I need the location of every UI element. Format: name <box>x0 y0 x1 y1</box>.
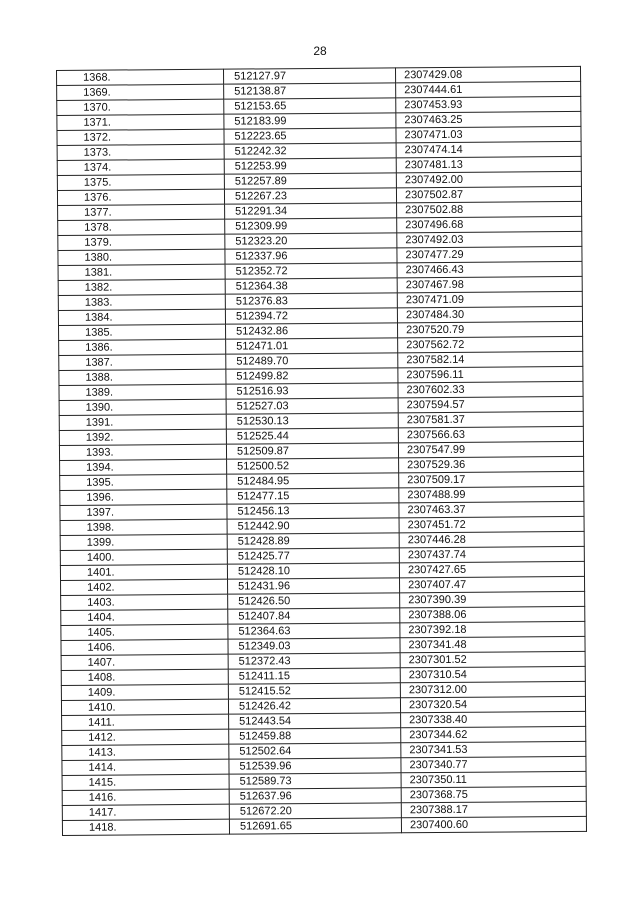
y-coordinate-cell: 2307562.72 <box>398 336 583 352</box>
y-coordinate-cell: 2307594.57 <box>398 396 583 412</box>
y-coordinate-cell: 2307502.87 <box>396 186 581 202</box>
y-coordinate-cell: 2307338.40 <box>401 711 586 727</box>
x-coordinate-cell: 512691.65 <box>229 818 401 834</box>
y-coordinate-cell: 2307407.47 <box>399 576 584 592</box>
point-number-cell: 1385. <box>59 324 226 340</box>
x-coordinate-cell: 512443.54 <box>229 713 401 729</box>
y-coordinate-cell: 2307467.98 <box>397 276 582 292</box>
point-number-cell: 1416. <box>62 789 229 805</box>
y-coordinate-cell: 2307566.63 <box>398 426 583 442</box>
y-coordinate-cell: 2307444.61 <box>396 81 581 97</box>
y-coordinate-cell: 2307341.53 <box>401 741 586 757</box>
page-number: 28 <box>313 44 327 58</box>
x-coordinate-cell: 512530.13 <box>226 413 398 429</box>
point-number-cell: 1391. <box>59 414 226 430</box>
y-coordinate-cell: 2307596.11 <box>398 366 583 382</box>
x-coordinate-cell: 512407.84 <box>228 608 400 624</box>
y-coordinate-cell: 2307466.43 <box>397 261 582 277</box>
x-coordinate-cell: 512489.70 <box>226 353 398 369</box>
point-number-cell: 1371. <box>57 114 224 130</box>
coordinates-table-body <box>57 66 587 835</box>
y-coordinate-cell: 2307471.09 <box>397 291 582 307</box>
point-number-cell: 1395. <box>60 474 227 490</box>
point-number-cell: 1393. <box>59 444 226 460</box>
point-number-cell: 1417. <box>62 804 229 820</box>
y-coordinate-cell: 2307341.48 <box>400 636 585 652</box>
x-coordinate-cell: 512527.03 <box>226 398 398 414</box>
y-coordinate-cell: 2307390.39 <box>400 591 585 607</box>
x-coordinate-cell: 512477.15 <box>227 488 399 504</box>
point-number-cell: 1376. <box>57 189 224 205</box>
y-coordinate-cell: 2307453.93 <box>396 96 581 112</box>
x-coordinate-cell: 512432.86 <box>226 323 398 339</box>
x-coordinate-cell: 512509.87 <box>226 443 398 459</box>
point-number-cell: 1399. <box>60 534 227 550</box>
y-coordinate-cell: 2307392.18 <box>400 621 585 637</box>
y-coordinate-cell: 2307481.13 <box>396 156 581 172</box>
y-coordinate-cell: 2307429.08 <box>395 66 580 82</box>
y-coordinate-cell: 2307529.36 <box>399 456 584 472</box>
x-coordinate-cell: 512309.99 <box>225 218 397 234</box>
y-coordinate-cell: 2307492.03 <box>397 231 582 247</box>
point-number-cell: 1410. <box>61 699 228 715</box>
x-coordinate-cell: 512415.52 <box>228 683 400 699</box>
y-coordinate-cell: 2307388.06 <box>400 606 585 622</box>
point-number-cell: 1372. <box>57 129 224 145</box>
y-coordinate-cell: 2307451.72 <box>399 516 584 532</box>
x-coordinate-cell: 512589.73 <box>229 773 401 789</box>
point-number-cell: 1397. <box>60 504 227 520</box>
x-coordinate-cell: 512484.95 <box>227 473 399 489</box>
x-coordinate-cell: 512349.03 <box>228 638 400 654</box>
x-coordinate-cell: 512431.96 <box>228 578 400 594</box>
y-coordinate-cell: 2307509.17 <box>399 471 584 487</box>
x-coordinate-cell: 512428.10 <box>227 563 399 579</box>
x-coordinate-cell: 512376.83 <box>225 293 397 309</box>
y-coordinate-cell: 2307602.33 <box>398 381 583 397</box>
point-number-cell: 1411. <box>62 714 229 730</box>
point-number-cell: 1398. <box>60 519 227 535</box>
y-coordinate-cell: 2307388.17 <box>401 801 586 817</box>
point-number-cell: 1380. <box>58 249 225 265</box>
x-coordinate-cell: 512153.65 <box>224 98 396 114</box>
y-coordinate-cell: 2307520.79 <box>397 321 582 337</box>
x-coordinate-cell: 512364.63 <box>228 623 400 639</box>
y-coordinate-cell: 2307484.30 <box>397 306 582 322</box>
point-number-cell: 1378. <box>58 219 225 235</box>
point-number-cell: 1374. <box>57 159 224 175</box>
x-coordinate-cell: 512242.32 <box>224 143 396 159</box>
point-number-cell: 1387. <box>59 354 226 370</box>
y-coordinate-cell: 2307492.00 <box>396 171 581 187</box>
x-coordinate-cell: 512539.96 <box>229 758 401 774</box>
point-number-cell: 1368. <box>57 69 224 85</box>
point-number-cell: 1386. <box>59 339 226 355</box>
x-coordinate-cell: 512267.23 <box>224 188 396 204</box>
x-coordinate-cell: 512502.64 <box>229 743 401 759</box>
y-coordinate-cell: 2307312.00 <box>400 681 585 697</box>
point-number-cell: 1418. <box>62 819 229 835</box>
x-coordinate-cell: 512183.99 <box>224 113 396 129</box>
y-coordinate-cell: 2307427.65 <box>399 561 584 577</box>
point-number-cell: 1388. <box>59 369 226 385</box>
point-number-cell: 1409. <box>61 684 228 700</box>
point-number-cell: 1402. <box>61 579 228 595</box>
x-coordinate-cell: 512442.90 <box>227 518 399 534</box>
y-coordinate-cell: 2307400.60 <box>401 816 586 832</box>
x-coordinate-cell: 512364.38 <box>225 278 397 294</box>
y-coordinate-cell: 2307488.99 <box>399 486 584 502</box>
point-number-cell: 1390. <box>59 399 226 415</box>
point-number-cell: 1369. <box>57 84 224 100</box>
x-coordinate-cell: 512428.89 <box>227 533 399 549</box>
point-number-cell: 1412. <box>62 729 229 745</box>
point-number-cell: 1408. <box>61 669 228 685</box>
y-coordinate-cell: 2307446.28 <box>399 531 584 547</box>
x-coordinate-cell: 512426.42 <box>228 698 400 714</box>
y-coordinate-cell: 2307463.37 <box>399 501 584 517</box>
x-coordinate-cell: 512411.15 <box>228 668 400 684</box>
point-number-cell: 1407. <box>61 654 228 670</box>
y-coordinate-cell: 2307502.88 <box>397 201 582 217</box>
point-number-cell: 1382. <box>58 279 225 295</box>
y-coordinate-cell: 2307344.62 <box>401 726 586 742</box>
x-coordinate-cell: 512291.34 <box>225 203 397 219</box>
x-coordinate-cell: 512516.93 <box>226 383 398 399</box>
x-coordinate-cell: 512525.44 <box>226 428 398 444</box>
x-coordinate-cell: 512253.99 <box>224 158 396 174</box>
y-coordinate-cell: 2307320.54 <box>400 696 585 712</box>
x-coordinate-cell: 512323.20 <box>225 233 397 249</box>
x-coordinate-cell: 512127.97 <box>223 68 395 84</box>
point-number-cell: 1377. <box>58 204 225 220</box>
point-number-cell: 1373. <box>57 144 224 160</box>
x-coordinate-cell: 512456.13 <box>227 503 399 519</box>
point-number-cell: 1401. <box>60 564 227 580</box>
point-number-cell: 1370. <box>57 99 224 115</box>
x-coordinate-cell: 512499.82 <box>226 368 398 384</box>
y-coordinate-cell: 2307350.11 <box>401 771 586 787</box>
y-coordinate-cell: 2307581.37 <box>398 411 583 427</box>
x-coordinate-cell: 512426.50 <box>228 593 400 609</box>
point-number-cell: 1405. <box>61 624 228 640</box>
point-number-cell: 1396. <box>60 489 227 505</box>
y-coordinate-cell: 2307301.52 <box>400 651 585 667</box>
y-coordinate-cell: 2307340.77 <box>401 756 586 772</box>
point-number-cell: 1383. <box>58 294 225 310</box>
point-number-cell: 1400. <box>60 549 227 565</box>
x-coordinate-cell: 512257.89 <box>224 173 396 189</box>
y-coordinate-cell: 2307368.75 <box>401 786 586 802</box>
point-number-cell: 1414. <box>62 759 229 775</box>
y-coordinate-cell: 2307471.03 <box>396 126 581 142</box>
point-number-cell: 1406. <box>61 639 228 655</box>
x-coordinate-cell: 512223.65 <box>224 128 396 144</box>
y-coordinate-cell: 2307582.14 <box>398 351 583 367</box>
point-number-cell: 1415. <box>62 774 229 790</box>
x-coordinate-cell: 512471.01 <box>226 338 398 354</box>
point-number-cell: 1381. <box>58 264 225 280</box>
x-coordinate-cell: 512352.72 <box>225 263 397 279</box>
point-number-cell: 1384. <box>58 309 225 325</box>
x-coordinate-cell: 512425.77 <box>227 548 399 564</box>
x-coordinate-cell: 512337.96 <box>225 248 397 264</box>
y-coordinate-cell: 2307496.68 <box>397 216 582 232</box>
coordinates-table <box>56 66 587 836</box>
point-number-cell: 1413. <box>62 744 229 760</box>
y-coordinate-cell: 2307463.25 <box>396 111 581 127</box>
point-number-cell: 1394. <box>60 459 227 475</box>
point-number-cell: 1404. <box>61 609 228 625</box>
point-number-cell: 1392. <box>59 429 226 445</box>
table-row <box>62 816 586 835</box>
y-coordinate-cell: 2307547.99 <box>398 441 583 457</box>
point-number-cell: 1379. <box>58 234 225 250</box>
x-coordinate-cell: 512372.43 <box>228 653 400 669</box>
x-coordinate-cell: 512459.88 <box>229 728 401 744</box>
point-number-cell: 1389. <box>59 384 226 400</box>
point-number-cell: 1403. <box>61 594 228 610</box>
x-coordinate-cell: 512672.20 <box>229 803 401 819</box>
x-coordinate-cell: 512394.72 <box>225 308 397 324</box>
x-coordinate-cell: 512500.52 <box>227 458 399 474</box>
point-number-cell: 1375. <box>57 174 224 190</box>
y-coordinate-cell: 2307477.29 <box>397 246 582 262</box>
x-coordinate-cell: 512637.96 <box>229 788 401 804</box>
y-coordinate-cell: 2307310.54 <box>400 666 585 682</box>
x-coordinate-cell: 512138.87 <box>224 83 396 99</box>
y-coordinate-cell: 2307474.14 <box>396 141 581 157</box>
y-coordinate-cell: 2307437.74 <box>399 546 584 562</box>
